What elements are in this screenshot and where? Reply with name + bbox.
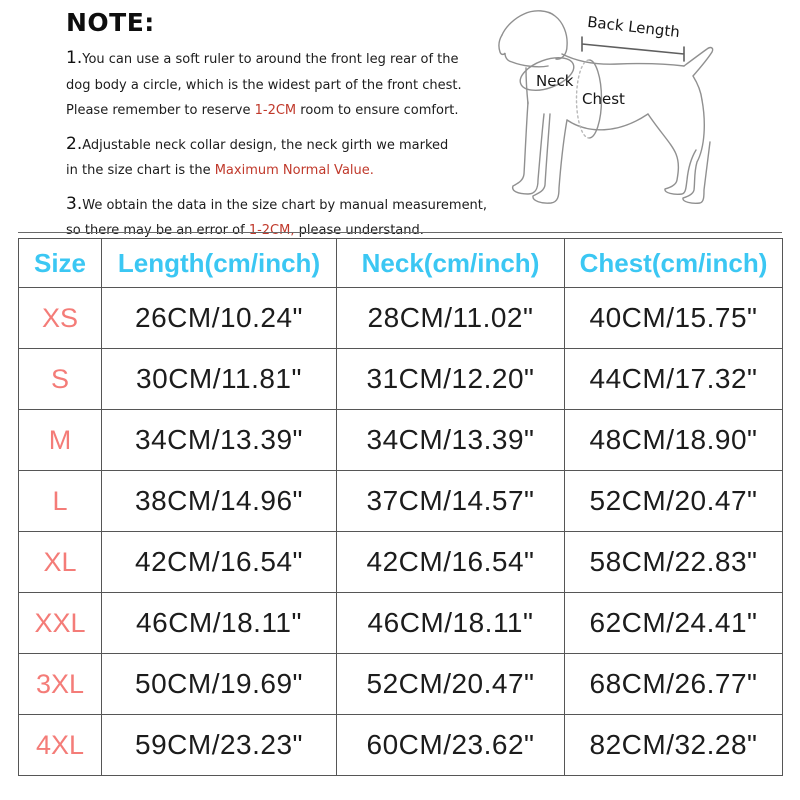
neck-label: Neck	[536, 72, 574, 90]
length-value: 30CM/11.81"	[102, 349, 337, 410]
note-line	[66, 73, 498, 99]
neck-value: 34CM/13.39"	[337, 410, 565, 471]
size-label: 4XL	[19, 715, 102, 776]
chest-value: 82CM/32.28"	[565, 715, 783, 776]
column-header: Length(cm/inch)	[102, 239, 337, 288]
note-item	[66, 132, 498, 184]
size-row	[19, 471, 783, 532]
header-row	[19, 239, 783, 288]
length-value: 26CM/10.24"	[102, 288, 337, 349]
note-item	[66, 46, 498, 124]
dog-tail-outline	[684, 48, 713, 100]
dog-measurement-diagram	[488, 2, 800, 230]
note-heading: NOTE:	[66, 8, 155, 37]
note-text: so there may be an error of	[66, 223, 249, 238]
note-line	[66, 132, 498, 159]
size-row	[19, 715, 783, 776]
note-text: You can use a soft ruler to around the front leg rear of the	[82, 52, 459, 67]
column-header: Neck(cm/inch)	[337, 239, 565, 288]
note-number: 1.	[66, 48, 83, 68]
notes-list	[66, 46, 498, 244]
note-line	[66, 158, 498, 184]
size-row	[19, 349, 783, 410]
length-value: 42CM/16.54"	[102, 532, 337, 593]
dog-front-leg-1	[513, 102, 544, 194]
size-label: XS	[19, 288, 102, 349]
note-highlight-text: Maximum Normal Value.	[214, 163, 374, 178]
dog-front-leg-2	[533, 114, 567, 203]
chest-value: 44CM/17.32"	[565, 349, 783, 410]
size-row	[19, 532, 783, 593]
note-text: dog body a circle, which is the widest part of the front chest.	[66, 77, 462, 93]
chest-value: 62CM/24.41"	[565, 593, 783, 654]
note-highlight-text: 1-2CM	[254, 103, 297, 118]
note-text: in the size chart is the	[66, 163, 215, 178]
size-label: M	[19, 410, 102, 471]
chest-value: 40CM/15.75"	[565, 288, 783, 349]
size-label: S	[19, 349, 102, 410]
note-text: Adjustable neck collar design, the neck girth we marked	[82, 137, 449, 153]
table-top-rule	[18, 232, 782, 233]
note-highlight-text: 1-2CM,	[248, 223, 295, 238]
neck-value: 52CM/20.47"	[337, 654, 565, 715]
note-text: please understand.	[294, 223, 424, 238]
dog-hind-leg-2	[683, 100, 710, 203]
size-label: L	[19, 471, 102, 532]
length-value: 38CM/14.96"	[102, 471, 337, 532]
length-value: 59CM/23.23"	[102, 715, 337, 776]
back-length-label: Back Length	[586, 12, 681, 42]
note-item	[66, 192, 498, 244]
neck-value: 60CM/23.62"	[337, 715, 565, 776]
dog-back-line	[562, 54, 684, 66]
size-row	[19, 410, 783, 471]
size-row	[19, 593, 783, 654]
note-text: room to ensure comfort.	[296, 103, 459, 118]
size-label: XXL	[19, 593, 102, 654]
neck-value: 46CM/18.11"	[337, 593, 565, 654]
chest-value: 52CM/20.47"	[565, 471, 783, 532]
notes-section	[66, 8, 498, 252]
note-line	[66, 98, 498, 124]
neck-value: 42CM/16.54"	[337, 532, 565, 593]
dog-head-outline	[502, 11, 567, 59]
column-header: Chest(cm/inch)	[565, 239, 783, 288]
chest-label: Chest	[582, 90, 625, 108]
neck-value: 37CM/14.57"	[337, 471, 565, 532]
size-label: 3XL	[19, 654, 102, 715]
note-number: 3.	[66, 193, 83, 214]
back-length-line	[582, 37, 684, 61]
size-label: XL	[19, 532, 102, 593]
size-table-body	[19, 288, 783, 776]
dog-throat-line	[526, 68, 528, 104]
size-row	[19, 654, 783, 715]
size-table-header	[19, 239, 783, 288]
length-value: 50CM/19.69"	[102, 654, 337, 715]
column-header: Size	[19, 239, 102, 288]
length-value: 34CM/13.39"	[102, 410, 337, 471]
neck-value: 31CM/12.20"	[337, 349, 565, 410]
chest-value: 48CM/18.90"	[565, 410, 783, 471]
neck-value: 28CM/11.02"	[337, 288, 565, 349]
note-line	[66, 46, 498, 73]
note-number: 2.	[66, 133, 83, 154]
length-value: 46CM/18.11"	[102, 593, 337, 654]
dog-hind-leg-1	[648, 114, 696, 194]
chest-value: 58CM/22.83"	[565, 532, 783, 593]
size-row	[19, 288, 783, 349]
note-text: We obtain the data in the size chart by manual measurement,	[82, 197, 488, 213]
note-line	[66, 192, 498, 219]
chest-value: 68CM/26.77"	[565, 654, 783, 715]
size-chart-table	[18, 238, 783, 776]
note-text: Please remember to reserve	[66, 103, 255, 118]
